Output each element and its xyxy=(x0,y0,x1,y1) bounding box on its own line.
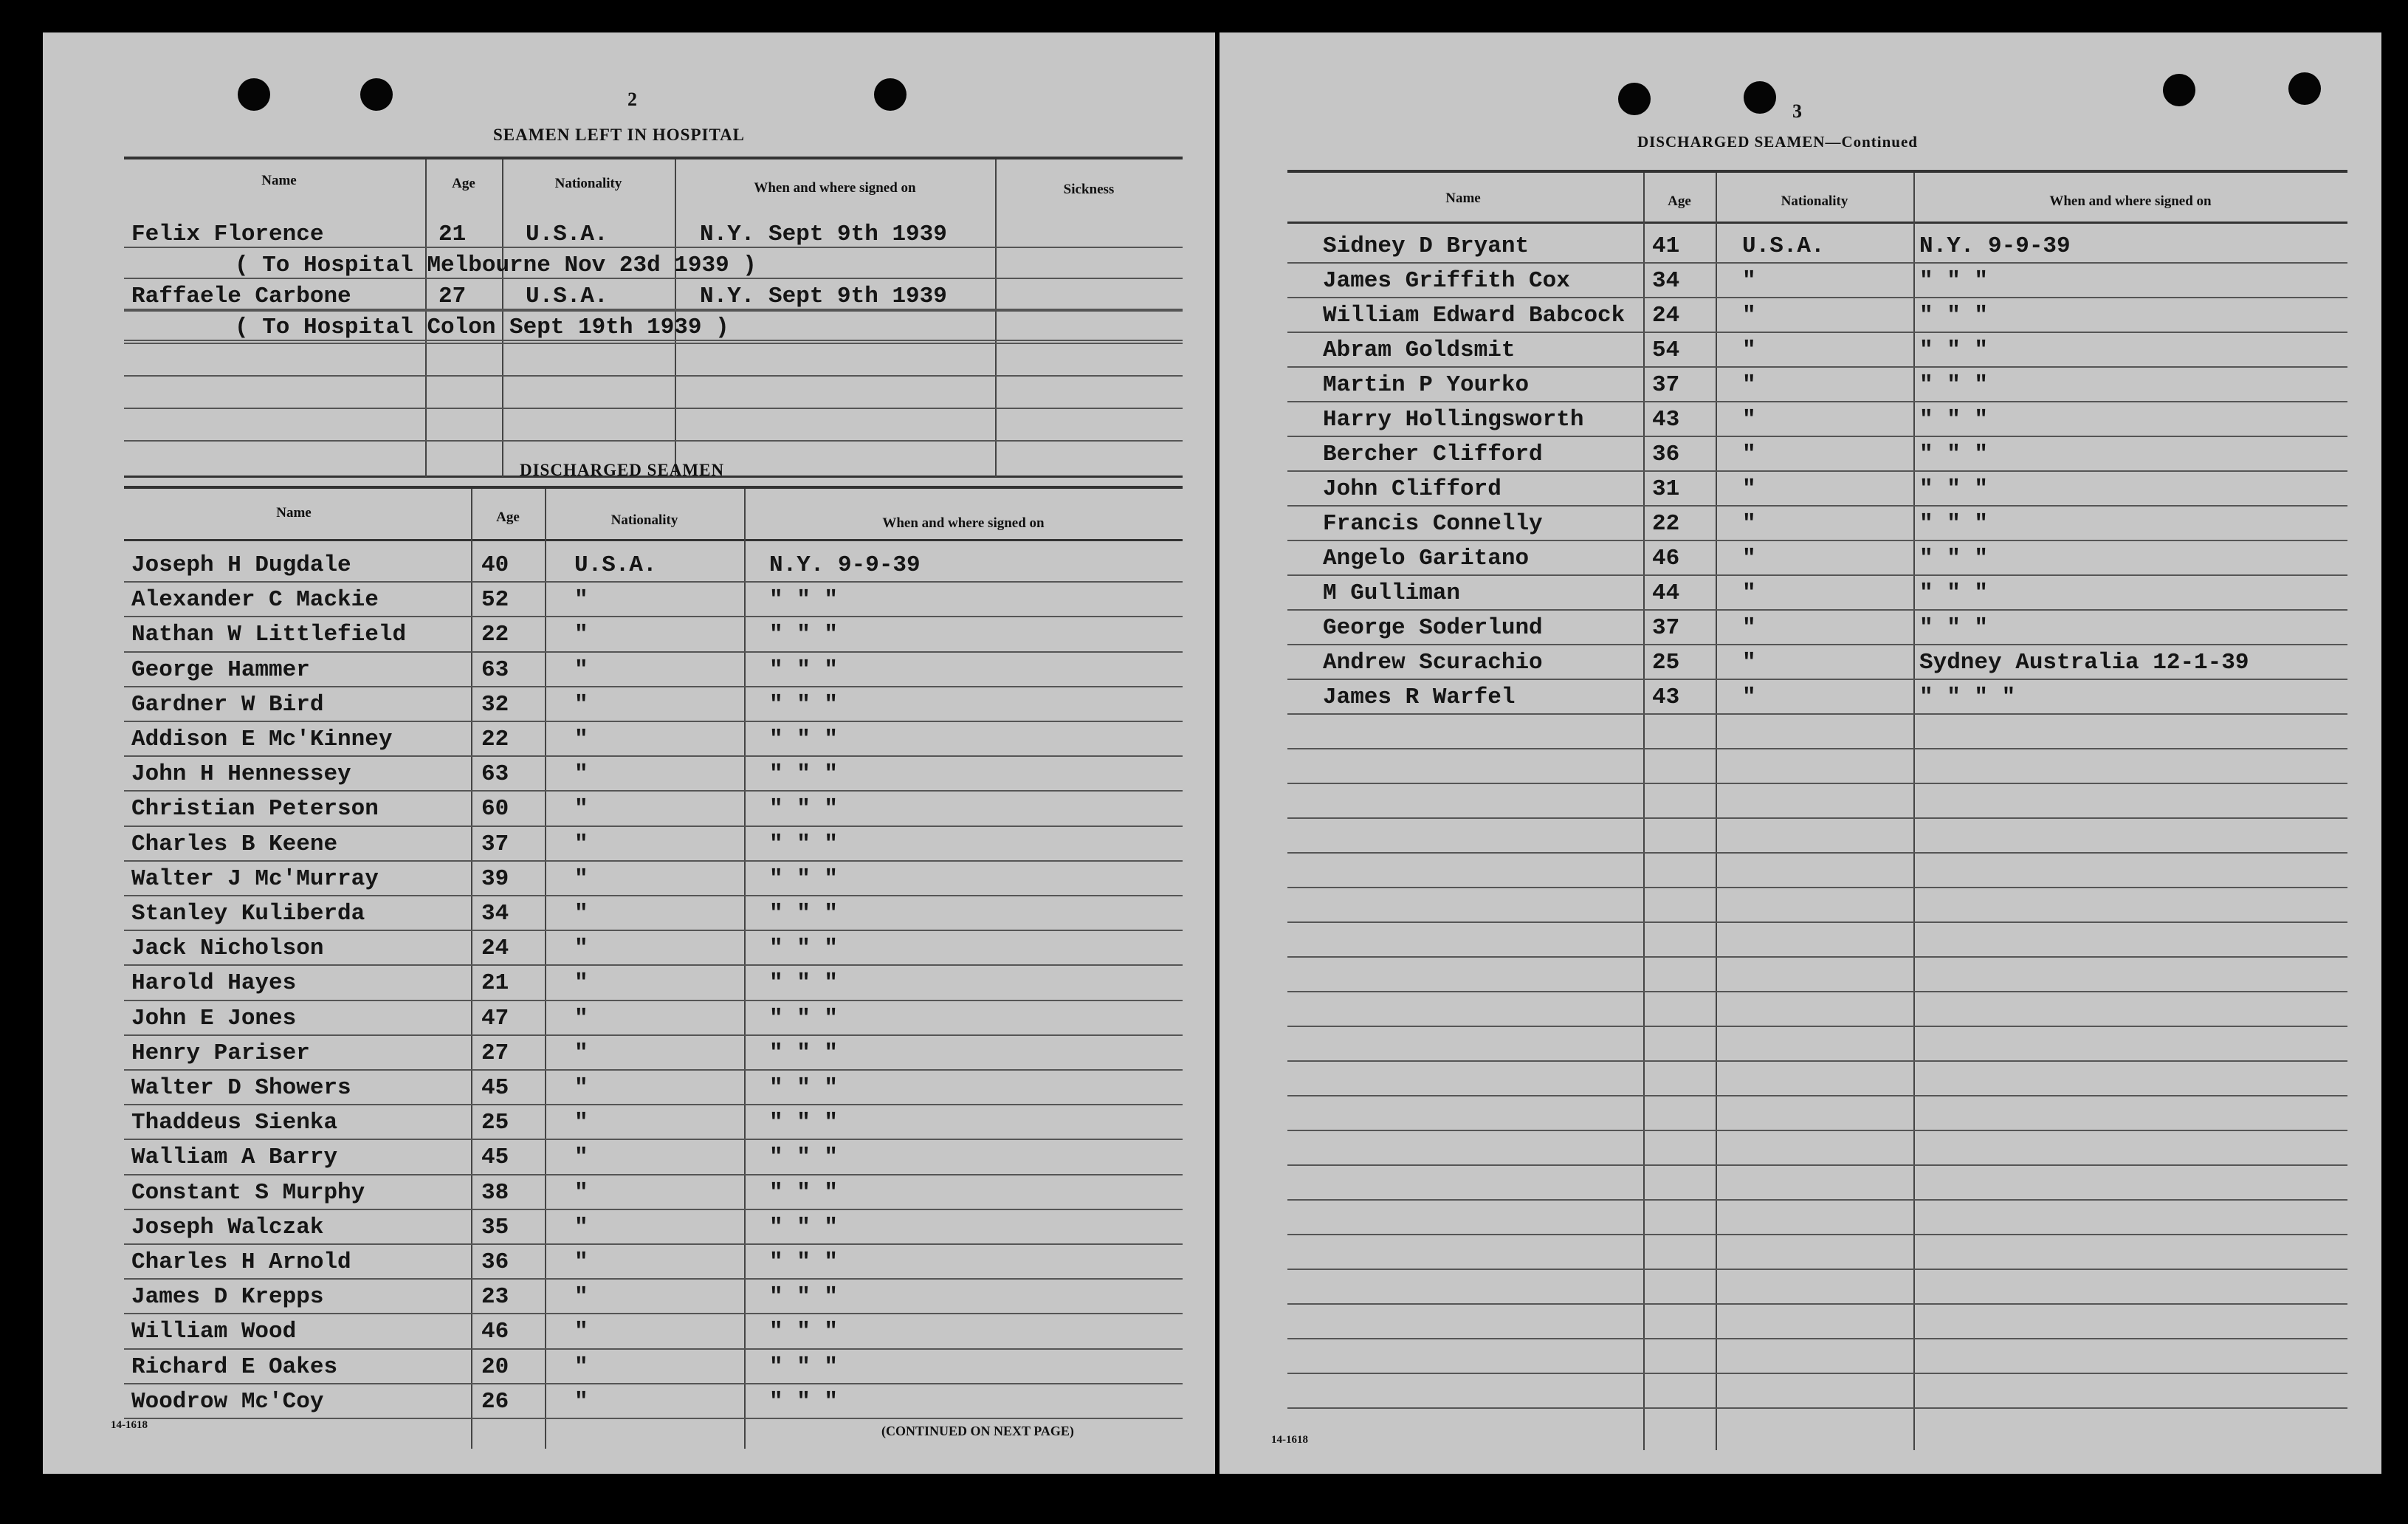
age-cell: 31 xyxy=(1652,476,1680,502)
nationality-cell: " xyxy=(574,761,588,788)
nationality-cell: " xyxy=(1742,580,1756,606)
left-page xyxy=(43,32,1215,1474)
name-cell: Walter J Mc'Murray xyxy=(131,865,379,892)
nationality-cell: " xyxy=(574,1353,588,1380)
nationality-cell: " xyxy=(574,865,588,892)
signed-on-cell: " " " xyxy=(1919,511,1989,537)
signed-on-cell: " " " xyxy=(769,1284,839,1311)
nationality-cell: " xyxy=(1742,303,1756,329)
age-cell: 20 xyxy=(481,1353,509,1380)
column-header-name: Name xyxy=(1445,190,1481,206)
column-header-sickness: Sickness xyxy=(1063,182,1115,197)
signed-on-cell: " " " xyxy=(1919,546,1989,572)
signed-on-cell: " " " xyxy=(769,1075,839,1101)
age-cell: 44 xyxy=(1652,580,1680,606)
age-cell: 25 xyxy=(1652,650,1680,676)
column-header-age: Age xyxy=(452,176,475,191)
name-cell: William Edward Babcock xyxy=(1323,303,1626,329)
age-cell: 32 xyxy=(481,691,509,718)
name-cell: Francis Connelly xyxy=(1323,511,1543,537)
nationality-cell: " xyxy=(574,1214,588,1240)
name-cell: Andrew Scurachio xyxy=(1323,650,1543,676)
signed-on-cell: " " " xyxy=(769,656,839,683)
age-cell: 43 xyxy=(1652,684,1680,710)
signed-on-cell: " " " xyxy=(769,727,839,752)
nationality-cell: U.S.A. xyxy=(574,552,657,578)
signed-on-cell: " " " xyxy=(769,761,839,788)
age-cell: 36 xyxy=(481,1249,509,1275)
name-cell: Richard E Oakes xyxy=(131,1353,338,1380)
hospital-section-title: SEAMEN LEFT IN HOSPITAL xyxy=(493,126,746,144)
name-cell: Jack Nicholson xyxy=(131,936,324,962)
nationality-cell: " xyxy=(1742,546,1756,572)
age-cell: 22 xyxy=(1652,511,1680,537)
column-header-nationality: Nationality xyxy=(610,512,678,528)
signed-on-cell: " " " xyxy=(769,587,839,614)
name-cell: Walter D Showers xyxy=(131,1075,351,1101)
column-header-signed-on: When and where signed on xyxy=(754,180,916,196)
age-cell: 22 xyxy=(481,727,509,752)
name-cell: Gardner W Bird xyxy=(131,691,324,718)
signed-on-cell: " " " xyxy=(769,1179,839,1206)
nationality-cell: " xyxy=(1742,442,1756,467)
nationality-cell: " xyxy=(1742,511,1756,537)
age-cell: 40 xyxy=(481,552,509,578)
signed-on-cell: " " " xyxy=(769,1144,839,1171)
signed-on-cell: " " " xyxy=(1919,372,1989,398)
signed-on-cell: " " " xyxy=(1919,476,1989,502)
column-header-name: Name xyxy=(276,505,312,521)
name-cell: William Wood xyxy=(131,1319,297,1345)
column-header-nationality: Nationality xyxy=(1781,193,1848,209)
signed-on-cell: " " " xyxy=(769,831,839,857)
name-cell: Sidney D Bryant xyxy=(1323,233,1530,259)
name-cell: ( To Hospital Colon Sept 19th 1939 ) xyxy=(235,315,729,340)
column-header-signed-on: When and where signed on xyxy=(2049,193,2212,209)
signed-on-cell: " " " xyxy=(769,1249,839,1275)
nationality-cell: " xyxy=(574,1179,588,1206)
age-cell: 38 xyxy=(481,1179,509,1206)
nationality-cell: " xyxy=(574,1319,588,1345)
nationality-cell: " xyxy=(1742,684,1756,710)
signed-on-cell: " " " xyxy=(769,796,839,823)
discharged-continued-title: DISCHARGED SEAMEN—Continued xyxy=(1637,133,1918,151)
column-header-age: Age xyxy=(1668,193,1691,209)
signed-on-cell: N.Y. 9-9-39 xyxy=(1919,233,2071,259)
signed-on-cell: " " " xyxy=(769,1040,839,1066)
signed-on-cell: N.Y. 9-9-39 xyxy=(769,552,921,578)
age-cell: 25 xyxy=(481,1110,509,1136)
nationality-cell: " xyxy=(574,1075,588,1101)
name-cell: Charles H Arnold xyxy=(131,1249,351,1275)
nationality-cell: " xyxy=(574,831,588,857)
name-cell: James D Krepps xyxy=(131,1284,324,1311)
signed-on-cell: " " " xyxy=(769,691,839,718)
discharged-section-title: DISCHARGED SEAMEN xyxy=(520,461,725,479)
signed-on-cell: N.Y. Sept 9th 1939 xyxy=(700,284,947,309)
signed-on-cell: " " " xyxy=(769,622,839,648)
signed-on-cell: " " " xyxy=(1919,580,1989,606)
age-cell: 22 xyxy=(481,622,509,648)
nationality-cell: " xyxy=(1742,372,1756,398)
signed-on-cell: " " " xyxy=(769,936,839,962)
age-cell: 39 xyxy=(481,865,509,892)
name-cell: Angelo Garitano xyxy=(1323,546,1530,572)
form-number: 14-1618 xyxy=(111,1419,148,1431)
nationality-cell: " xyxy=(1742,650,1756,676)
name-cell: George Soderlund xyxy=(1323,615,1543,641)
nationality-cell: " xyxy=(574,691,588,718)
name-cell: Addison E Mc'Kinney xyxy=(131,727,393,752)
nationality-cell: " xyxy=(574,1005,588,1032)
name-cell: Harry Hollingsworth xyxy=(1323,407,1584,433)
name-cell: Stanley Kuliberda xyxy=(131,901,365,927)
nationality-cell: " xyxy=(574,1284,588,1311)
nationality-cell: " xyxy=(574,970,588,997)
nationality-cell: U.S.A. xyxy=(526,284,608,309)
signed-on-cell: " " " xyxy=(769,1005,839,1032)
name-cell: Henry Pariser xyxy=(131,1040,310,1066)
signed-on-cell: N.Y. Sept 9th 1939 xyxy=(700,222,947,247)
age-cell: 21 xyxy=(481,970,509,997)
continued-note: (CONTINUED ON NEXT PAGE) xyxy=(881,1424,1074,1438)
age-cell: 52 xyxy=(481,587,509,614)
nationality-cell: " xyxy=(574,587,588,614)
punch-hole-icon xyxy=(360,78,393,111)
nationality-cell: " xyxy=(1742,407,1756,433)
nationality-cell: " xyxy=(574,1144,588,1171)
nationality-cell: " xyxy=(574,1040,588,1066)
nationality-cell: U.S.A. xyxy=(526,222,608,247)
age-cell: 54 xyxy=(1652,337,1680,363)
page-number: 3 xyxy=(1792,100,1802,122)
age-cell: 37 xyxy=(1652,615,1680,641)
signed-on-cell: " " " xyxy=(769,901,839,927)
age-cell: 34 xyxy=(1652,268,1680,294)
column-header-nationality: Nationality xyxy=(554,176,622,191)
name-cell: Alexander C Mackie xyxy=(131,587,379,614)
nationality-cell: " xyxy=(1742,268,1756,294)
punch-hole-icon xyxy=(2163,74,2195,106)
signed-on-cell: " " " xyxy=(1919,407,1989,433)
name-cell: M Gulliman xyxy=(1323,580,1461,606)
name-cell: John E Jones xyxy=(131,1005,297,1032)
name-cell: Constant S Murphy xyxy=(131,1179,365,1206)
name-cell: Woodrow Mc'Coy xyxy=(131,1388,324,1415)
form-number: 14-1618 xyxy=(1271,1434,1308,1446)
nationality-cell: U.S.A. xyxy=(1742,233,1825,259)
name-cell: James R Warfel xyxy=(1323,684,1516,710)
age-cell: 23 xyxy=(481,1284,509,1311)
age-cell: 27 xyxy=(481,1040,509,1066)
signed-on-cell: " " " xyxy=(769,970,839,997)
nationality-cell: " xyxy=(574,796,588,823)
age-cell: 35 xyxy=(481,1214,509,1240)
name-cell: Martin P Yourko xyxy=(1323,372,1530,398)
nationality-cell: " xyxy=(574,936,588,962)
signed-on-cell: " " " xyxy=(769,1319,839,1345)
nationality-cell: " xyxy=(574,1249,588,1275)
nationality-cell: " xyxy=(574,1388,588,1415)
column-header-signed-on: When and where signed on xyxy=(882,515,1045,531)
age-cell: 45 xyxy=(481,1075,509,1101)
name-cell: Joseph Walczak xyxy=(131,1214,324,1240)
name-cell: Felix Florence xyxy=(131,222,324,247)
signed-on-cell: " " " xyxy=(1919,615,1989,641)
punch-hole-icon xyxy=(2288,72,2321,105)
nationality-cell: " xyxy=(574,656,588,683)
age-cell: 34 xyxy=(481,901,509,927)
signed-on-cell: " " " xyxy=(1919,303,1989,329)
signed-on-cell: " " " xyxy=(769,865,839,892)
name-cell: Thaddeus Sienka xyxy=(131,1110,338,1136)
signed-on-cell: " " " xyxy=(769,1214,839,1240)
age-cell: 63 xyxy=(481,656,509,683)
age-cell: 43 xyxy=(1652,407,1680,433)
name-cell: George Hammer xyxy=(131,656,310,683)
nationality-cell: " xyxy=(1742,476,1756,502)
nationality-cell: " xyxy=(574,622,588,648)
name-cell: Charles B Keene xyxy=(131,831,338,857)
age-cell: 60 xyxy=(481,796,509,823)
age-cell: 47 xyxy=(481,1005,509,1032)
signed-on-cell: " " " xyxy=(1919,337,1989,363)
nationality-cell: " xyxy=(1742,615,1756,641)
signed-on-cell: " " " xyxy=(769,1388,839,1415)
nationality-cell: " xyxy=(574,1110,588,1136)
punch-hole-icon xyxy=(874,78,907,111)
name-cell: ( To Hospital Melbourne Nov 23d 1939 ) xyxy=(235,253,757,278)
age-cell: 63 xyxy=(481,761,509,788)
age-cell: 46 xyxy=(481,1319,509,1345)
column-header-age: Age xyxy=(496,509,520,525)
punch-hole-icon xyxy=(238,78,270,111)
age-cell: 24 xyxy=(1652,303,1680,329)
punch-hole-icon xyxy=(1744,81,1776,114)
name-cell: Christian Peterson xyxy=(131,796,379,823)
age-cell: 24 xyxy=(481,936,509,962)
name-cell: Harold Hayes xyxy=(131,970,297,997)
signed-on-cell: " " " xyxy=(1919,268,1989,294)
name-cell: Abram Goldsmit xyxy=(1323,337,1516,363)
nationality-cell: " xyxy=(574,901,588,927)
age-cell: 37 xyxy=(1652,372,1680,398)
signed-on-cell: " " " xyxy=(1919,442,1989,467)
signed-on-cell: " " " " xyxy=(1919,684,2016,710)
age-cell: 36 xyxy=(1652,442,1680,467)
page-number: 2 xyxy=(627,89,637,110)
age-cell: 27 xyxy=(438,284,467,309)
age-cell: 26 xyxy=(481,1388,509,1415)
right-page xyxy=(1220,32,2381,1474)
name-cell: John H Hennessey xyxy=(131,761,351,788)
signed-on-cell: " " " xyxy=(769,1353,839,1380)
age-cell: 46 xyxy=(1652,546,1680,572)
name-cell: Nathan W Littlefield xyxy=(131,622,407,648)
signed-on-cell: " " " xyxy=(769,1110,839,1136)
name-cell: James Griffith Cox xyxy=(1323,268,1570,294)
name-cell: John Clifford xyxy=(1323,476,1501,502)
nationality-cell: " xyxy=(1742,337,1756,363)
age-cell: 37 xyxy=(481,831,509,857)
name-cell: Joseph H Dugdale xyxy=(131,552,351,578)
age-cell: 41 xyxy=(1652,233,1680,259)
nationality-cell: " xyxy=(574,727,588,752)
age-cell: 21 xyxy=(438,222,467,247)
name-cell: Walliam A Barry xyxy=(131,1144,338,1171)
name-cell: Bercher Clifford xyxy=(1323,442,1543,467)
punch-hole-icon xyxy=(1618,83,1651,115)
name-cell: Raffaele Carbone xyxy=(131,284,351,309)
age-cell: 45 xyxy=(481,1144,509,1171)
column-header-name: Name xyxy=(261,173,297,188)
signed-on-cell: Sydney Australia 12-1-39 xyxy=(1919,650,2249,676)
